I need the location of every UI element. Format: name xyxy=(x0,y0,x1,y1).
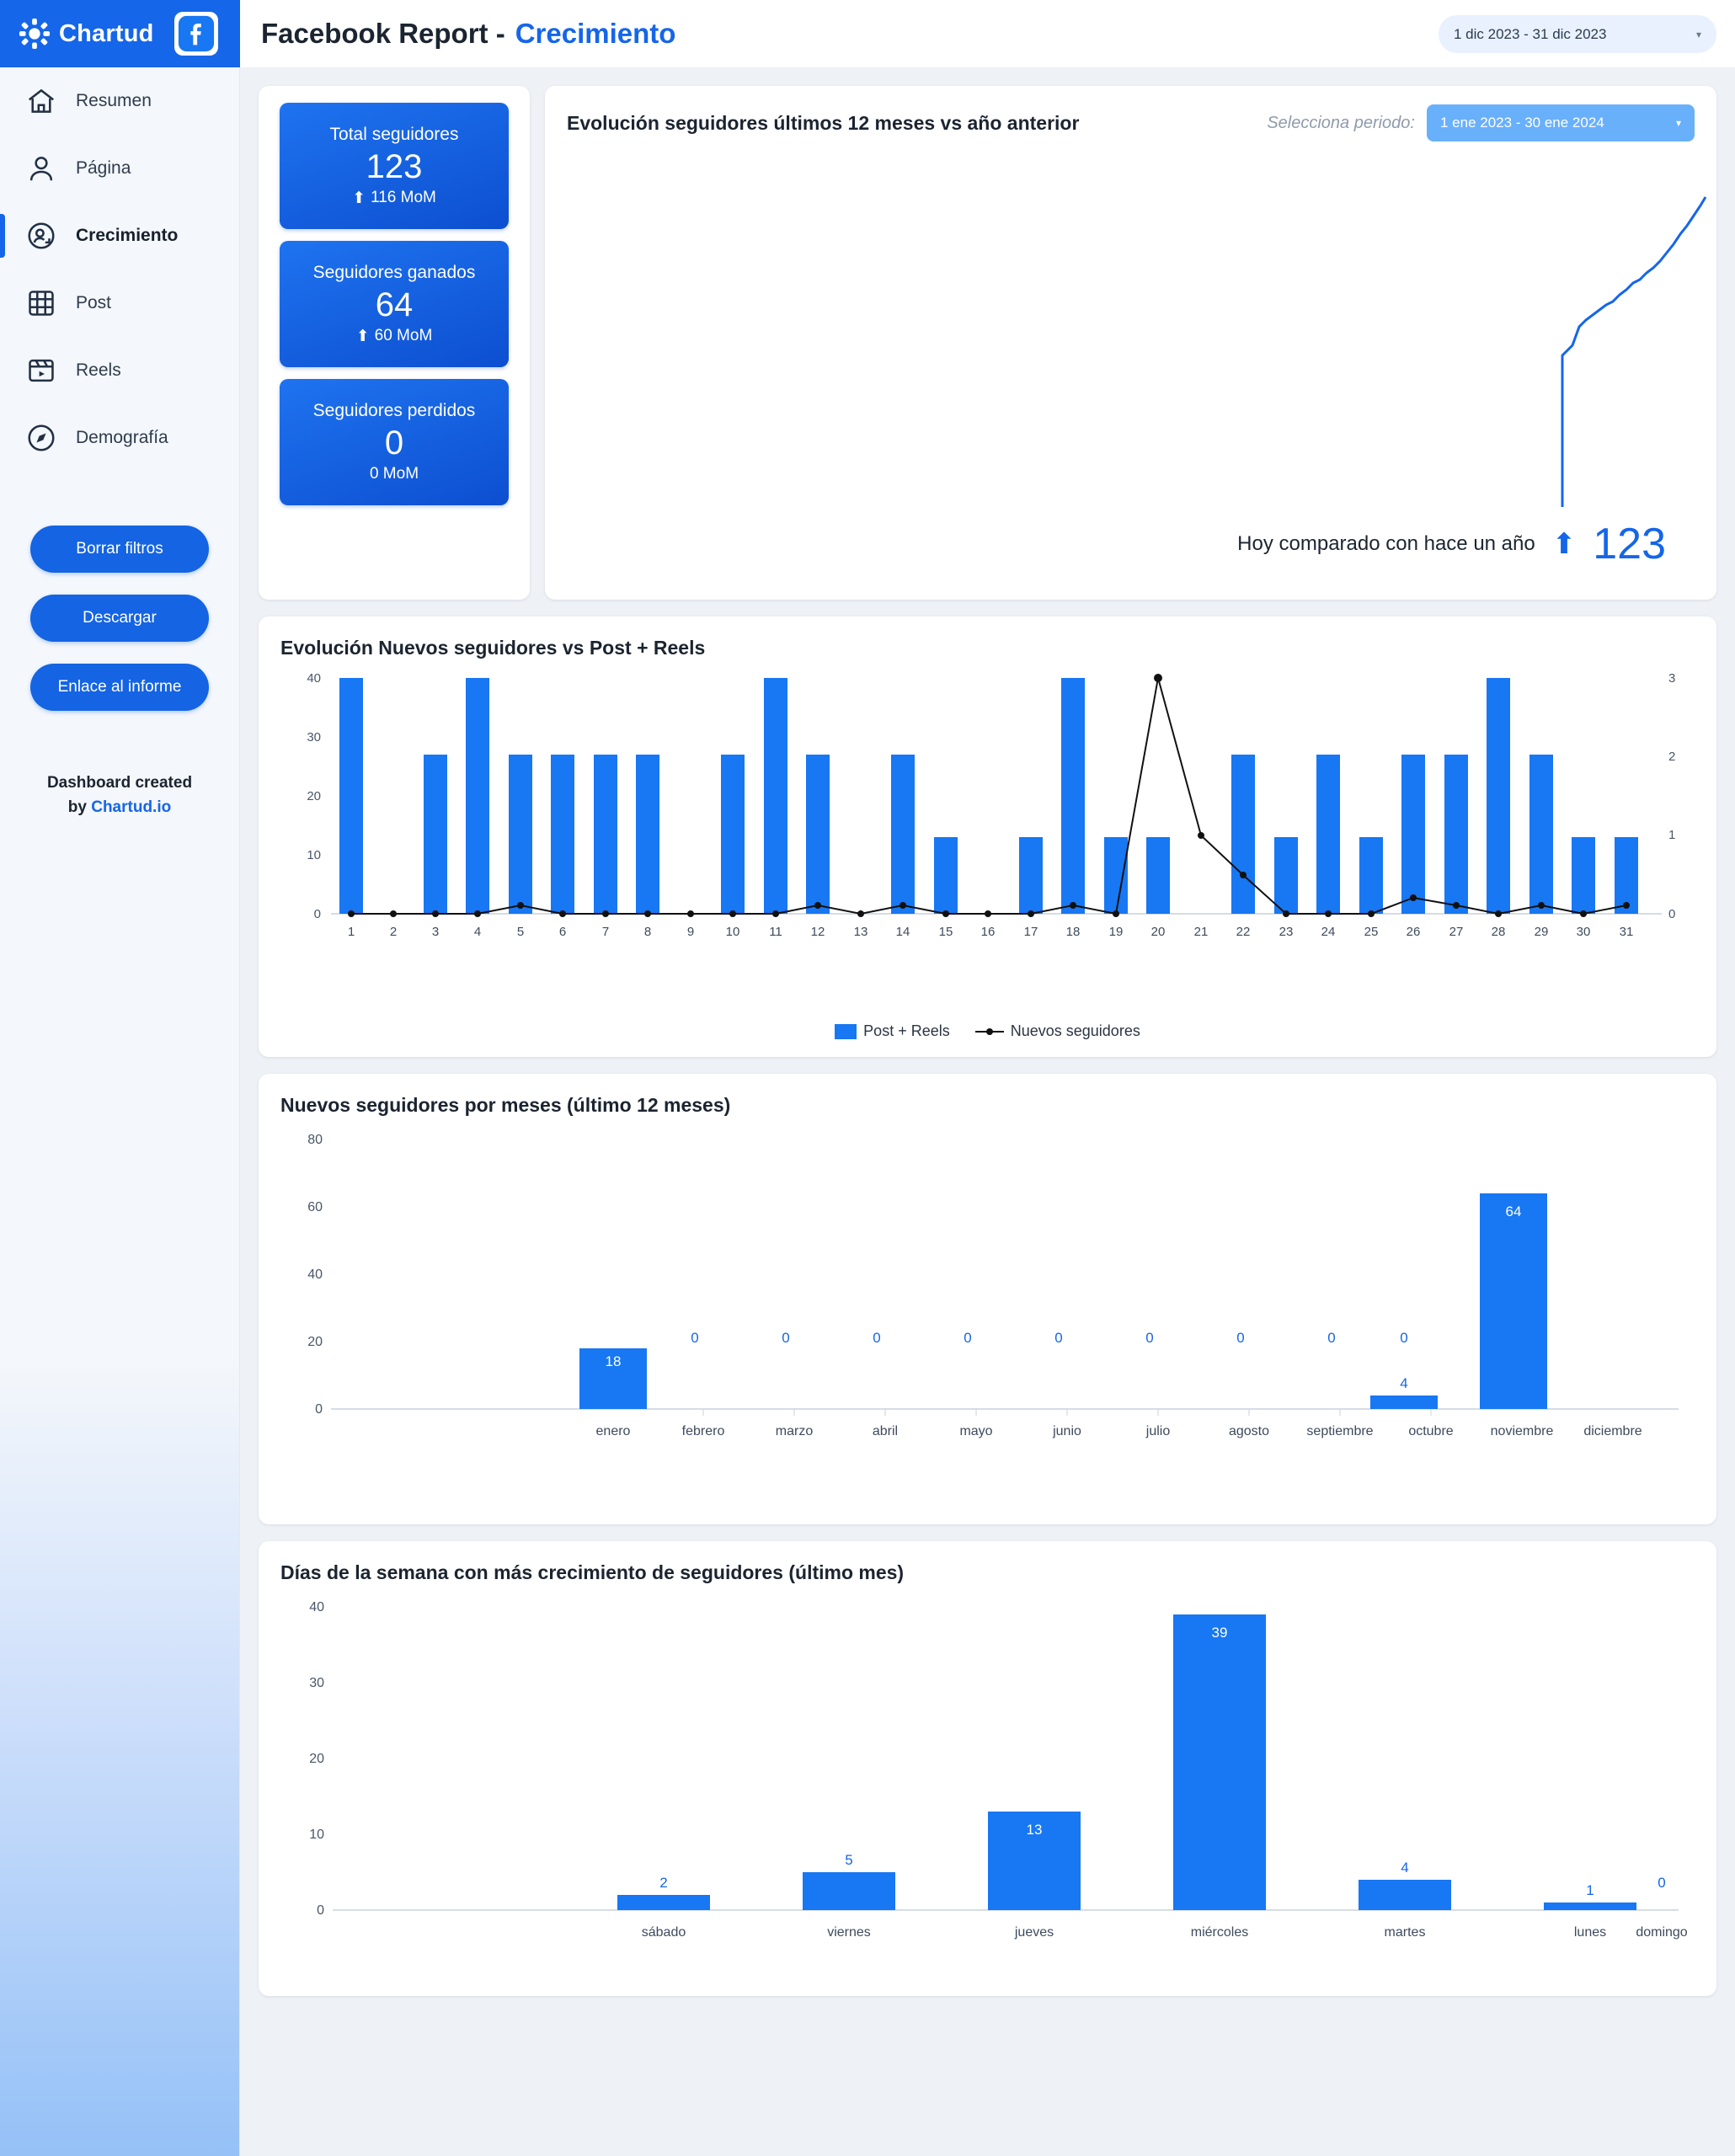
svg-text:15: 15 xyxy=(938,925,953,939)
download-button[interactable]: Descargar xyxy=(30,595,209,642)
svg-text:39: 39 xyxy=(1211,1625,1228,1641)
kpi-value: 123 xyxy=(366,147,423,185)
svg-text:enero: enero xyxy=(595,1424,631,1438)
sidebar-actions xyxy=(0,526,239,711)
evolution-period-label: Selecciona periodo: xyxy=(1267,113,1415,132)
kpi-label: Total seguidores xyxy=(329,124,459,144)
svg-text:0: 0 xyxy=(1327,1330,1336,1346)
credit-line-2-prefix: by xyxy=(67,798,92,816)
report-link-button[interactable]: Enlace al informe xyxy=(30,664,209,711)
svg-text:junio: junio xyxy=(1053,1424,1081,1438)
svg-text:4: 4 xyxy=(1401,1860,1409,1876)
svg-text:agosto: agosto xyxy=(1228,1424,1270,1438)
svg-text:30: 30 xyxy=(309,1676,324,1690)
grid-icon xyxy=(25,287,57,319)
svg-text:5: 5 xyxy=(516,925,525,939)
chartud-link[interactable]: Chartud.io xyxy=(91,798,172,816)
svg-text:0: 0 xyxy=(1668,907,1676,921)
svg-text:14: 14 xyxy=(895,925,910,939)
svg-text:mayo: mayo xyxy=(959,1424,993,1438)
svg-text:3: 3 xyxy=(1668,671,1676,686)
kpi-seguidores-perdidos xyxy=(280,379,509,505)
svg-text:0: 0 xyxy=(873,1330,881,1346)
svg-text:domingo: domingo xyxy=(1636,1925,1688,1940)
chartud-logo-icon xyxy=(19,18,51,50)
svg-text:septiembre: septiembre xyxy=(1306,1424,1374,1438)
svg-text:lunes: lunes xyxy=(1573,1925,1607,1940)
svg-text:25: 25 xyxy=(1364,925,1379,939)
kpi-value: 0 xyxy=(384,424,404,462)
chart-title: Nuevos seguidores por meses (último 12 meses) xyxy=(280,1094,731,1116)
main-content xyxy=(240,67,1735,1996)
svg-text:30: 30 xyxy=(307,730,321,744)
svg-text:4: 4 xyxy=(1400,1375,1408,1391)
sidebar-item-label: Demografía xyxy=(76,428,168,447)
svg-text:19: 19 xyxy=(1108,925,1124,939)
sidebar-item-label: Post xyxy=(76,293,112,312)
svg-text:17: 17 xyxy=(1023,925,1038,939)
legend-item-bars xyxy=(835,1022,950,1040)
evolution-card xyxy=(545,86,1716,600)
svg-text:0: 0 xyxy=(1236,1330,1245,1346)
svg-text:0: 0 xyxy=(691,1330,699,1346)
svg-text:noviembre: noviembre xyxy=(1490,1424,1554,1438)
kpi-delta-text: 0 MoM xyxy=(369,465,419,483)
svg-text:30: 30 xyxy=(1576,925,1591,939)
svg-text:21: 21 xyxy=(1193,925,1209,939)
arrow-up-icon: ⬆ xyxy=(355,327,370,345)
brand-block[interactable] xyxy=(0,0,240,67)
svg-text:20: 20 xyxy=(309,1752,324,1766)
svg-text:8: 8 xyxy=(643,925,652,939)
evolution-sparkline xyxy=(562,153,1724,507)
svg-text:jueves: jueves xyxy=(1014,1925,1054,1940)
kpi-delta xyxy=(352,189,436,208)
clear-filters-button[interactable]: Borrar filtros xyxy=(30,526,209,573)
svg-text:sábado: sábado xyxy=(641,1925,686,1940)
evolution-footer xyxy=(1237,519,1666,569)
kpi-delta-text: 60 MoM xyxy=(374,327,433,344)
film-icon xyxy=(25,355,57,387)
kpi-label: Seguidores ganados xyxy=(312,262,476,282)
kpi-and-evolution-row xyxy=(259,86,1716,600)
svg-text:0: 0 xyxy=(1400,1330,1408,1346)
svg-text:martes: martes xyxy=(1384,1925,1426,1940)
svg-text:4: 4 xyxy=(473,925,482,939)
svg-text:26: 26 xyxy=(1406,925,1421,939)
date-range-selector[interactable] xyxy=(1439,15,1716,53)
svg-text:40: 40 xyxy=(307,1267,323,1282)
sidebar-item-label: Página xyxy=(76,158,131,178)
svg-text:60: 60 xyxy=(307,1200,323,1214)
svg-text:29: 29 xyxy=(1534,925,1549,939)
svg-text:0: 0 xyxy=(1054,1330,1063,1346)
compass-icon xyxy=(25,422,57,454)
svg-text:febrero: febrero xyxy=(681,1424,725,1438)
user-icon xyxy=(25,152,57,184)
user-growth-icon xyxy=(25,220,57,252)
dashboard-credit xyxy=(0,771,239,819)
sidebar-item-post[interactable] xyxy=(0,270,239,337)
svg-text:diciembre: diciembre xyxy=(1583,1424,1642,1438)
svg-text:13: 13 xyxy=(1026,1822,1043,1838)
credit-line-1: Dashboard created xyxy=(46,774,193,792)
svg-text:12: 12 xyxy=(810,925,825,939)
sidebar-item-label: Reels xyxy=(76,360,121,380)
sidebar-item-label: Resumen xyxy=(76,91,152,110)
svg-text:abril: abril xyxy=(872,1424,899,1438)
kpi-seguidores-ganados xyxy=(280,241,509,367)
evolution-title: Evolución seguidores últimos 12 meses vs año anterior xyxy=(567,111,1080,134)
chart-title: Evolución Nuevos seguidores vs Post + Reels xyxy=(280,637,706,659)
svg-text:9: 9 xyxy=(686,925,695,939)
svg-text:0: 0 xyxy=(782,1330,790,1346)
sidebar-item-label: Crecimiento xyxy=(76,226,179,245)
svg-text:10: 10 xyxy=(307,848,321,862)
svg-text:miércoles: miércoles xyxy=(1190,1925,1249,1940)
svg-text:20: 20 xyxy=(307,789,321,803)
svg-text:5: 5 xyxy=(845,1852,853,1868)
svg-text:23: 23 xyxy=(1279,925,1294,939)
sidebar-item-resumen[interactable] xyxy=(0,67,239,135)
page-title-main: Facebook Report - xyxy=(261,18,505,49)
svg-text:6: 6 xyxy=(558,925,567,939)
kpi-delta xyxy=(370,465,419,483)
svg-text:marzo: marzo xyxy=(775,1424,814,1438)
sidebar-item-pagina[interactable] xyxy=(0,135,239,202)
sidebar xyxy=(0,67,240,2156)
evolution-footer-value: 123 xyxy=(1593,520,1666,568)
chart-card-por-meses xyxy=(259,1074,1716,1524)
svg-text:80: 80 xyxy=(307,1133,323,1147)
svg-text:28: 28 xyxy=(1491,925,1506,939)
svg-text:18: 18 xyxy=(605,1353,622,1369)
svg-text:2: 2 xyxy=(389,925,398,939)
sidebar-item-reels[interactable] xyxy=(0,337,239,404)
chart-nuevos-seguidores-meses xyxy=(280,1117,1729,1496)
facebook-icon xyxy=(174,12,218,56)
evolution-header xyxy=(567,104,1695,141)
svg-text:40: 40 xyxy=(309,1600,324,1614)
svg-text:0: 0 xyxy=(315,1402,323,1417)
svg-text:10: 10 xyxy=(309,1828,324,1842)
date-range-value: 1 dic 2023 - 31 dic 2023 xyxy=(1454,25,1607,42)
chevron-down-icon: ▾ xyxy=(1675,117,1681,129)
page-title-accent: Crecimiento xyxy=(515,18,676,49)
kpi-panel xyxy=(259,86,530,600)
chart-legend xyxy=(280,1022,1695,1040)
svg-text:24: 24 xyxy=(1321,925,1336,939)
kpi-total-seguidores xyxy=(280,103,509,229)
chart-card-post-reels xyxy=(259,616,1716,1057)
brand-name: Chartud xyxy=(59,19,154,47)
svg-text:2: 2 xyxy=(1668,750,1676,764)
svg-text:1: 1 xyxy=(1586,1882,1594,1898)
svg-text:0: 0 xyxy=(313,907,321,921)
svg-text:20: 20 xyxy=(1150,925,1166,939)
svg-text:1: 1 xyxy=(1668,828,1676,842)
svg-text:0: 0 xyxy=(964,1330,972,1346)
kpi-delta xyxy=(356,327,433,346)
arrow-up-icon: ⬆ xyxy=(352,189,366,207)
evolution-footer-text: Hoy comparado con hace un año xyxy=(1237,532,1535,555)
svg-text:julio: julio xyxy=(1145,1424,1171,1438)
svg-text:7: 7 xyxy=(601,925,610,939)
chart-title: Días de la semana con más crecimiento de seguidores (último mes) xyxy=(280,1561,905,1583)
svg-text:20: 20 xyxy=(307,1335,323,1349)
svg-text:0: 0 xyxy=(1145,1330,1154,1346)
sidebar-item-demografia[interactable] xyxy=(0,404,239,472)
kpi-label: Seguidores perdidos xyxy=(312,401,476,420)
svg-text:0: 0 xyxy=(1658,1875,1666,1891)
chart-card-dias-semana xyxy=(259,1541,1716,1996)
svg-text:11: 11 xyxy=(769,925,782,939)
svg-text:10: 10 xyxy=(725,925,740,939)
svg-text:27: 27 xyxy=(1449,925,1464,939)
legend-bar-swatch xyxy=(835,1024,857,1039)
top-bar xyxy=(0,0,1735,67)
svg-text:13: 13 xyxy=(853,925,868,939)
legend-bar-label: Post + Reels xyxy=(863,1022,950,1039)
legend-line-swatch xyxy=(975,1024,1004,1039)
svg-text:2: 2 xyxy=(659,1875,668,1891)
svg-text:18: 18 xyxy=(1065,925,1081,939)
home-icon xyxy=(25,85,57,117)
kpi-delta-text: 116 MoM xyxy=(371,189,436,206)
svg-text:0: 0 xyxy=(317,1903,324,1918)
svg-text:16: 16 xyxy=(980,925,996,939)
svg-text:octubre: octubre xyxy=(1408,1424,1454,1438)
legend-line-label: Nuevos seguidores xyxy=(1010,1022,1140,1039)
svg-text:3: 3 xyxy=(431,925,440,939)
svg-text:31: 31 xyxy=(1619,925,1634,939)
evolution-period-value: 1 ene 2023 - 30 ene 2024 xyxy=(1440,115,1604,131)
arrow-up-icon: ⬆ xyxy=(1551,528,1577,560)
chart-dias-semana xyxy=(280,1584,1729,1967)
legend-item-line xyxy=(975,1022,1140,1040)
page-title xyxy=(261,18,675,50)
chart-post-reels xyxy=(280,659,1729,1013)
kpi-value: 64 xyxy=(375,286,414,323)
svg-text:viernes: viernes xyxy=(827,1925,871,1940)
svg-text:1: 1 xyxy=(347,925,355,939)
svg-text:22: 22 xyxy=(1236,925,1251,939)
svg-text:40: 40 xyxy=(307,671,321,686)
chevron-down-icon: ▾ xyxy=(1695,28,1701,40)
evolution-period-selector[interactable] xyxy=(1427,104,1695,141)
svg-text:64: 64 xyxy=(1505,1203,1522,1219)
sidebar-item-crecimiento[interactable] xyxy=(0,202,239,270)
